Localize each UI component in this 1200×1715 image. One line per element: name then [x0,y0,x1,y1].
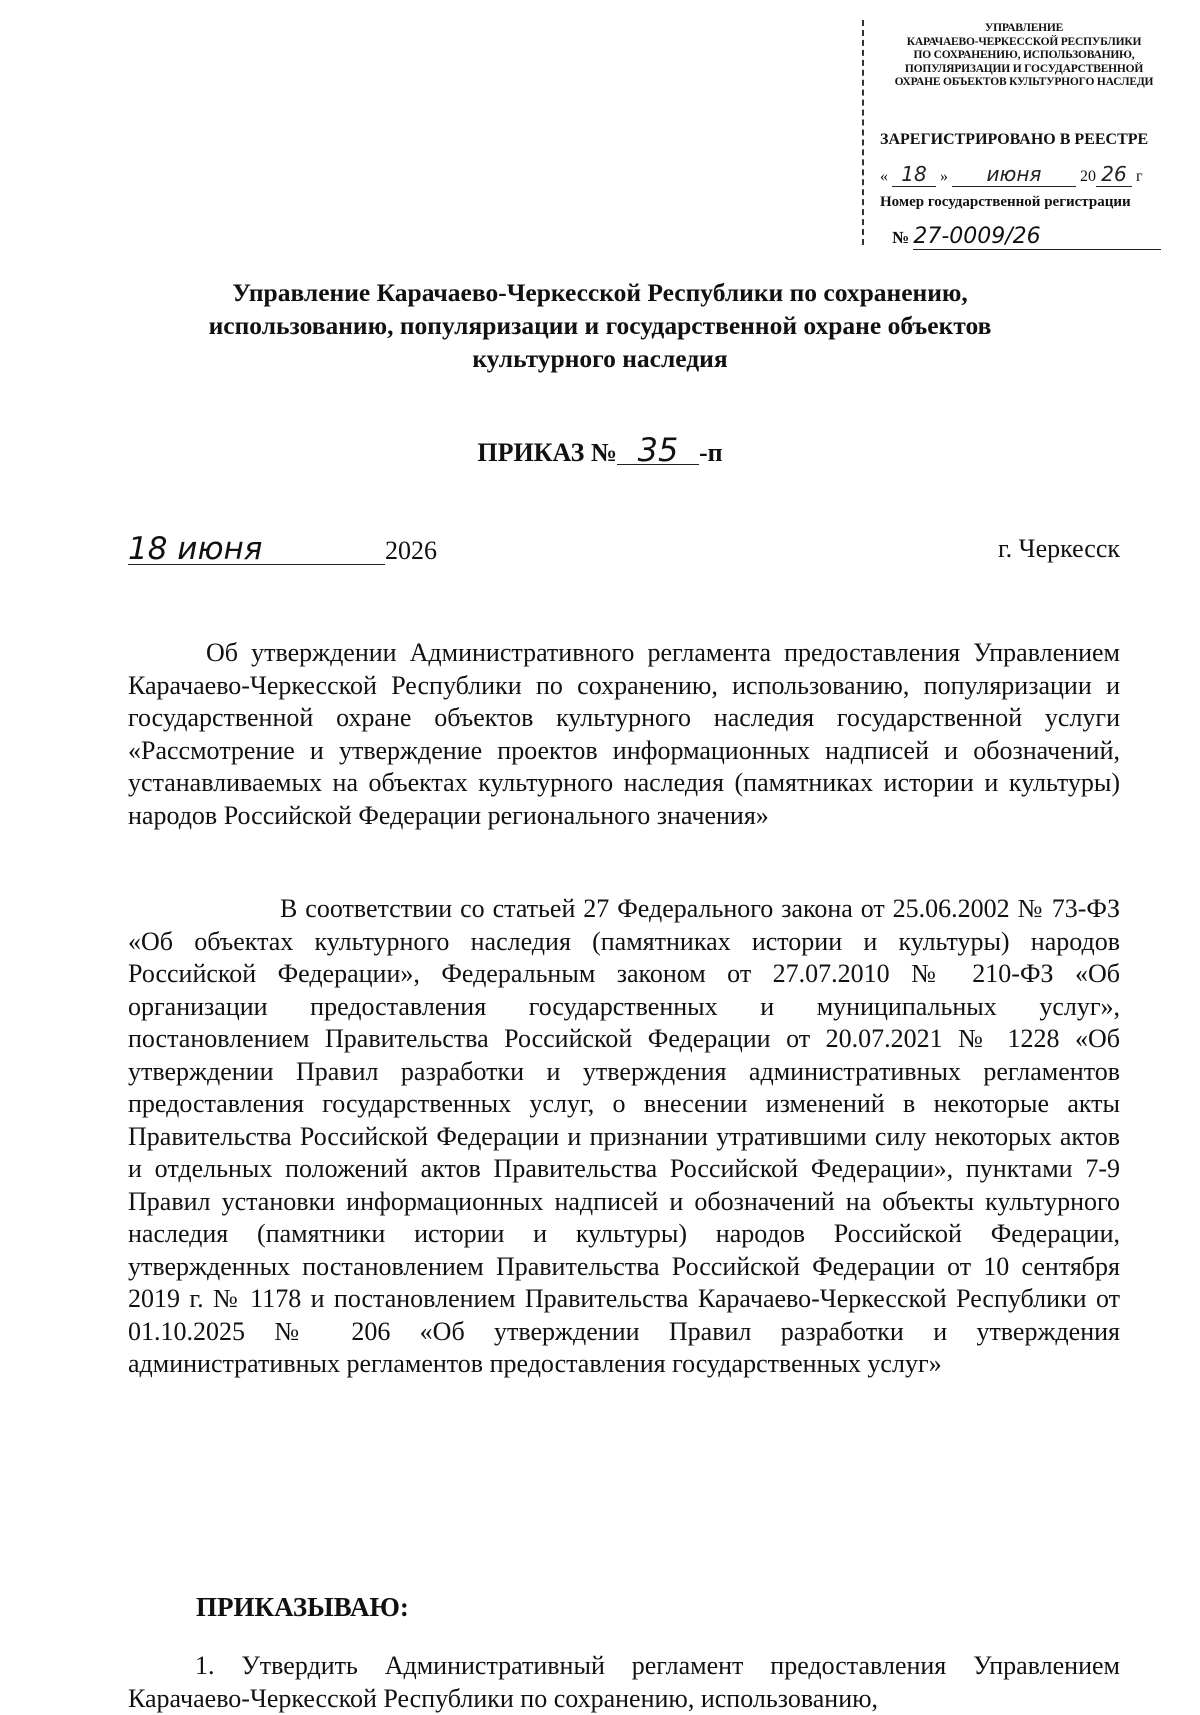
legal-basis-paragraph: В соответствии со статьей 27 Федерального закона от 25.06.2002 № 73-ФЗ «Об объектах культурного наследия (памятниках истории и культуры) народов Российской Федерации», Федеральным законом от 27.07.2010 № 210-ФЗ «Об организации предоставления государственных и муниципальных услуг», постановлением Правительства Российской Федерации от 20.07.2021 № 1228 «Об утверждении Правил разработки и утверждения административных регламентов предоставления государственных услуг, о внесении изменений в некоторые акты Правительства Российской Федерации и признании утратившими силу некоторых актов и отдельных положений актов Правительства Российской Федерации», пунктами 7-9 Правил установки информационных надписей и обозначений на объекты культурного наследия (памятники истории и культуры) народов Российской Федерации, утвержденных постановлением Правительства Российской Федерации от 10 сентября 2019 г. № 1178 и постановлением Правительства Карачаево-Черкесской Республики от 01.10.2025 № 206 «Об утверждении Правил разработки и утверждения административных регламентов предоставления государственных услуг» [128,894,1120,1378]
document-date-row [128,531,1120,567]
stamp-header-line: УПРАВЛЕНИЕ [984,22,1064,34]
stamp-border [862,20,864,245]
order-title [0,431,1200,469]
stamp-date-open: « [880,168,888,185]
order-subject: Об утверждении Административного регламента предоставления Управлением Карачаево-Черкесской Республики по сохранению, использованию, популяризации и государственной охране объектов культурного наследия государственной услуги «Рассмотрение и утверждение проектов информационных надписей и обозначений, устанавливаемых на объектах культурного наследия (памятниках истории и культуры) народов Российской Федерации регионального значения» [128,638,1120,830]
stamp-date [880,162,1180,187]
organization-title [130,276,1070,375]
stamp-date-suffix: г [1136,168,1143,185]
stamp-reg-number: 27-0009/26 [913,224,1161,250]
stamp-reg-number-label: Номер государственной регистрации [880,194,1131,210]
stamp-header-line: ПО СОХРАНЕНИЮ, ИСПОЛЬЗОВАНИЮ, [913,49,1135,61]
stamp-date-year: 26 [1096,162,1132,187]
document-year: 2026 [385,536,437,565]
stamp-registered-label: ЗАРЕГИСТРИРОВАНО В РЕЕСТРЕ [880,131,1149,148]
order-suffix: -п [699,438,723,467]
stamp-header-line: ОХРАНЕ ОБЪЕКТОВ КУЛЬТУРНОГО НАСЛЕДИ [894,76,1154,88]
document-city: г. Черкесск [997,534,1120,563]
decree-heading: ПРИКАЗЫВАЮ: [196,1592,409,1622]
stamp-header-line: ПОПУЛЯРИЗАЦИИ И ГОСУДАРСТВЕННОЙ [904,62,1144,75]
order-prefix: ПРИКАЗ № [477,438,618,467]
order-number: 35 [617,436,699,465]
document-date-handwritten: 18 июня [128,534,385,565]
stamp-header-line: КАРАЧАЕВО-ЧЕРКЕССКОЙ РЕСПУБЛИКИ [906,35,1142,48]
stamp-reg-number-row [892,224,1161,250]
stamp-date-day: 18 [892,162,936,187]
stamp-date-mid: » [940,168,948,185]
stamp-date-month: июня [952,162,1076,187]
organization-title-line: культурного наследия [472,344,728,373]
stamp-reg-number-prefix: № [892,228,910,247]
registration-stamp [862,20,1182,249]
stamp-date-year-prefix: 20 [1080,168,1096,185]
organization-title-line: Управление Карачаево-Черкесской Республики по сохранению, [232,278,968,307]
organization-title-line: использованию, популяризации и государственной охране объектов [208,311,992,340]
stamp-header [868,22,1180,90]
order-item-1: 1. Утвердить Административный регламент предоставления Управлением Карачаево-Черкесской Республики по сохранению, использованию, [128,1651,1120,1713]
